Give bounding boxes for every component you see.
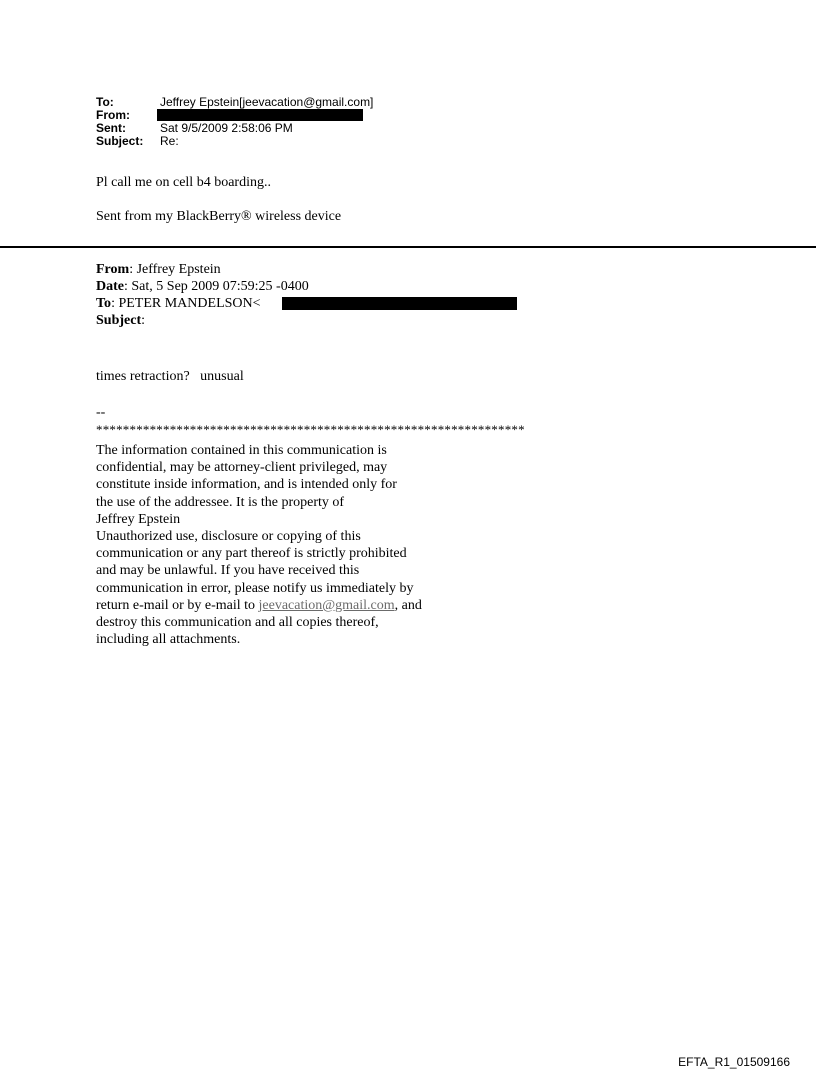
- sent-label: Sent:: [96, 121, 126, 135]
- disclaimer-line: Jeffrey Epstein: [96, 511, 181, 527]
- fwd-subject-value: :: [141, 313, 146, 328]
- fwd-to-value: : PETER MANDELSON<: [111, 296, 261, 311]
- fwd-date-row: [96, 278, 309, 295]
- fwd-from-label: From: [96, 262, 130, 277]
- to-value: Jeffrey Epstein[jeevacation@gmail.com]: [160, 95, 374, 109]
- fwd-date-value: : Sat, 5 Sep 2009 07:59:25 -0400: [124, 279, 309, 294]
- disclaimer-line: Unauthorized use, disclosure or copying of this: [96, 529, 361, 545]
- disclaimer-line: The information contained in this communication is: [96, 443, 387, 458]
- disclaimer-line: constitute inside information, and is intended only for: [96, 477, 397, 493]
- disclaimer-line: communication or any part thereof is strictly prohibited: [96, 546, 407, 562]
- disclaimer-line: destroy this communication and all copies thereof,: [96, 615, 379, 631]
- email-link[interactable]: jeevacation@gmail.com: [258, 597, 395, 613]
- to-label: To:: [96, 95, 114, 109]
- disclaimer-line-post: , and: [394, 597, 422, 613]
- from-label: From:: [96, 108, 130, 122]
- forwarded-header: [96, 261, 309, 329]
- reply-signature: Sent from my BlackBerry® wireless device: [96, 209, 342, 224]
- disclaimer-line-pre: return e-mail or by e-mail to: [96, 597, 259, 613]
- subject-label: Subject:: [96, 134, 144, 148]
- disclaimer-line: confidential, may be attorney-client privileged, may: [96, 460, 388, 476]
- disclaimer-line: communication in error, please notify us immediately by: [96, 580, 414, 596]
- redaction-box: [282, 297, 517, 310]
- message-stars: ****************************************************************: [96, 422, 525, 437]
- message-dashes: --: [96, 405, 106, 420]
- disclaimer-line: [96, 597, 486, 614]
- sent-value: Sat 9/5/2009 2:58:06 PM: [160, 121, 293, 135]
- fwd-to-label: To: [96, 296, 112, 311]
- bates-number: EFTA_R1_01509166: [678, 1055, 790, 1069]
- disclaimer-line: including all attachments.: [96, 632, 241, 648]
- redaction-box: [157, 109, 363, 121]
- subject-value: Re:: [160, 134, 179, 148]
- disclaimer-line: and may be unlawful. If you have received this: [96, 563, 360, 579]
- disclaimer-line: the use of the addressee. It is the property of: [96, 494, 345, 510]
- fwd-date-label: Date: [96, 279, 124, 294]
- message-text: times retraction? unusual: [96, 369, 244, 384]
- disclaimer: [96, 442, 486, 648]
- separator-line: [0, 246, 816, 248]
- fwd-subject-row: [96, 312, 309, 329]
- fwd-subject-label: Subject: [96, 313, 142, 328]
- fwd-from-value: : Jeffrey Epstein: [129, 262, 221, 277]
- fwd-to-row: [96, 295, 309, 312]
- reply-text: Pl call me on cell b4 boarding..: [96, 175, 271, 190]
- fwd-from-row: [96, 261, 309, 278]
